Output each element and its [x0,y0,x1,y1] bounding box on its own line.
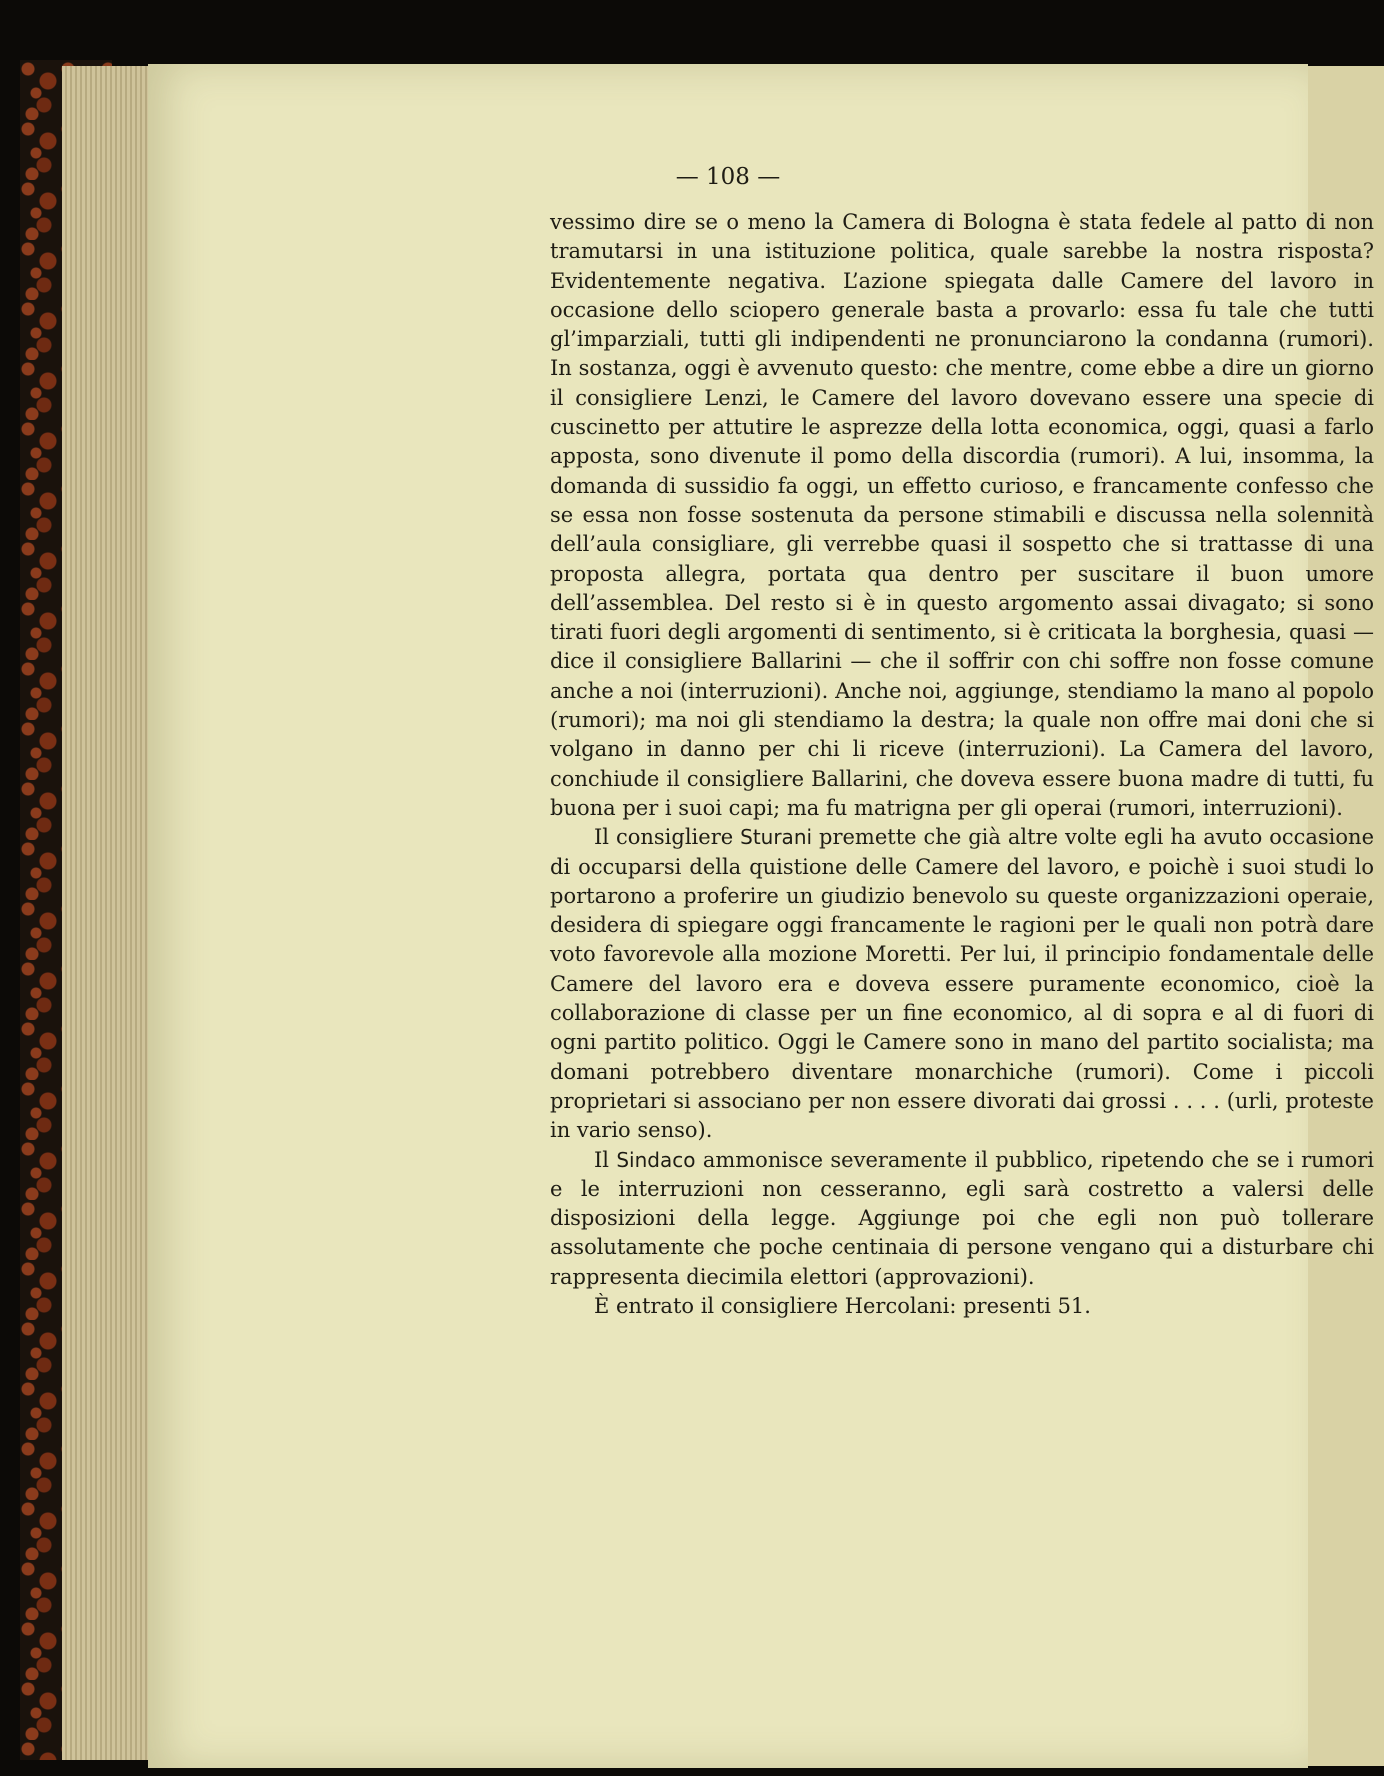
paragraph-3-lead: Il [594,1147,617,1172]
paragraph-3-body: ammonisce severamente il pubblico, ripetendo che se i rumori e le interruzioni non cesseranno, egli sarà costretto a valersi delle disposizioni della legge. Aggiunge poi che egli non può tollerare assolutamente che poche centinaia di persone vengano qui a disturbare chi rappresenta diecimila elettori (approvazioni). [550,1147,1374,1289]
paragraph-4: È entrato il consigliere Hercolani: presenti 51. [594,1293,1091,1318]
paragraph-2-body: premette che già altre volte egli ha avuto occasione di occuparsi della quistione delle Camere del lavoro, e poichè i suoi studi lo portarono a proferire un giudizio benevolo su queste organizzazioni operaie, desidera di spiegare oggi francamente le ragioni per le quali non potrà dare voto favorevole alla mozione Moretti. Per lui, il principio fondamentale delle Camere del lavoro era e doveva essere puramente economico, cioè la collaborazione di classe per un fine economico, al di sopra e al di fuori di ogni partito politico. Oggi le Camere sono in mano del partito socialista; ma domani potrebbero diventare monarchiche (rumori). Come i piccoli proprietari si associano per non essere divorati dai grossi . . . . (urli, proteste in vario senso). [550,825,1374,1143]
body-text [550,208,1374,1321]
page-number: — 108 — [675,164,781,190]
paragraph-1: vessimo dire se o meno la Camera di Bologna è stata fedele al patto di non tramutarsi in una istituzione politica, quale sarebbe la nostra risposta? Evidentemente negativa. L’azione spiegata dalle Camere del lavoro in occasione dello sciopero generale basta a provarlo: essa fu tale che tutti gl’imparziali, tutti gli indipendenti ne pronunciarono la condanna (rumori). In sostanza, oggi è avvenuto questo: che mentre, come ebbe a dire un giorno il consigliere Lenzi, le Camere del lavoro dovevano essere una specie di cuscinetto per attutire le asprezze della lotta economica, oggi, quasi a farlo apposta, sono divenute il pomo della discordia (rumori). A lui, insomma, la domanda di sussidio fa oggi, un effetto curioso, e francamente confesso che se essa non fosse sostenuta da persone stimabili e discussa nella solennità dell’aula consigliare, gli verrebbe quasi il sospetto che si trattasse di una proposta allegra, portata qua dentro per suscitare il buon umore dell’assemblea. Del resto si è in questo argomento assai divagato; si sono tirati fuori degli argomenti di sentimento, si è criticata la borghesia, quasi — dice il consigliere Ballarini — che il soffrir con chi soffre non fosse comune anche a noi (interruzioni). Anche noi, aggiunge, stendiamo la mano al popolo (rumori); ma noi gli stendiamo la destra; la quale non offre mai doni che si volgano in danno per chi li riceve (interruzioni). La Camera del lavoro, conchiude il consigliere Ballarini, che doveva essere buona madre di tutti, fu buona per i suoi capi; ma fu matrigna per gli operai (rumori, interruzioni). [550,210,1374,820]
paragraph-3 [550,1146,1374,1292]
paragraph-2 [550,823,1374,1145]
paragraph-2-lead: Il consigliere [594,825,741,850]
page-stack-edge [62,66,152,1760]
speaker-name: Sindaco [616,1147,696,1172]
speaker-name: Sturani [740,825,813,850]
book-page [148,64,1374,1768]
